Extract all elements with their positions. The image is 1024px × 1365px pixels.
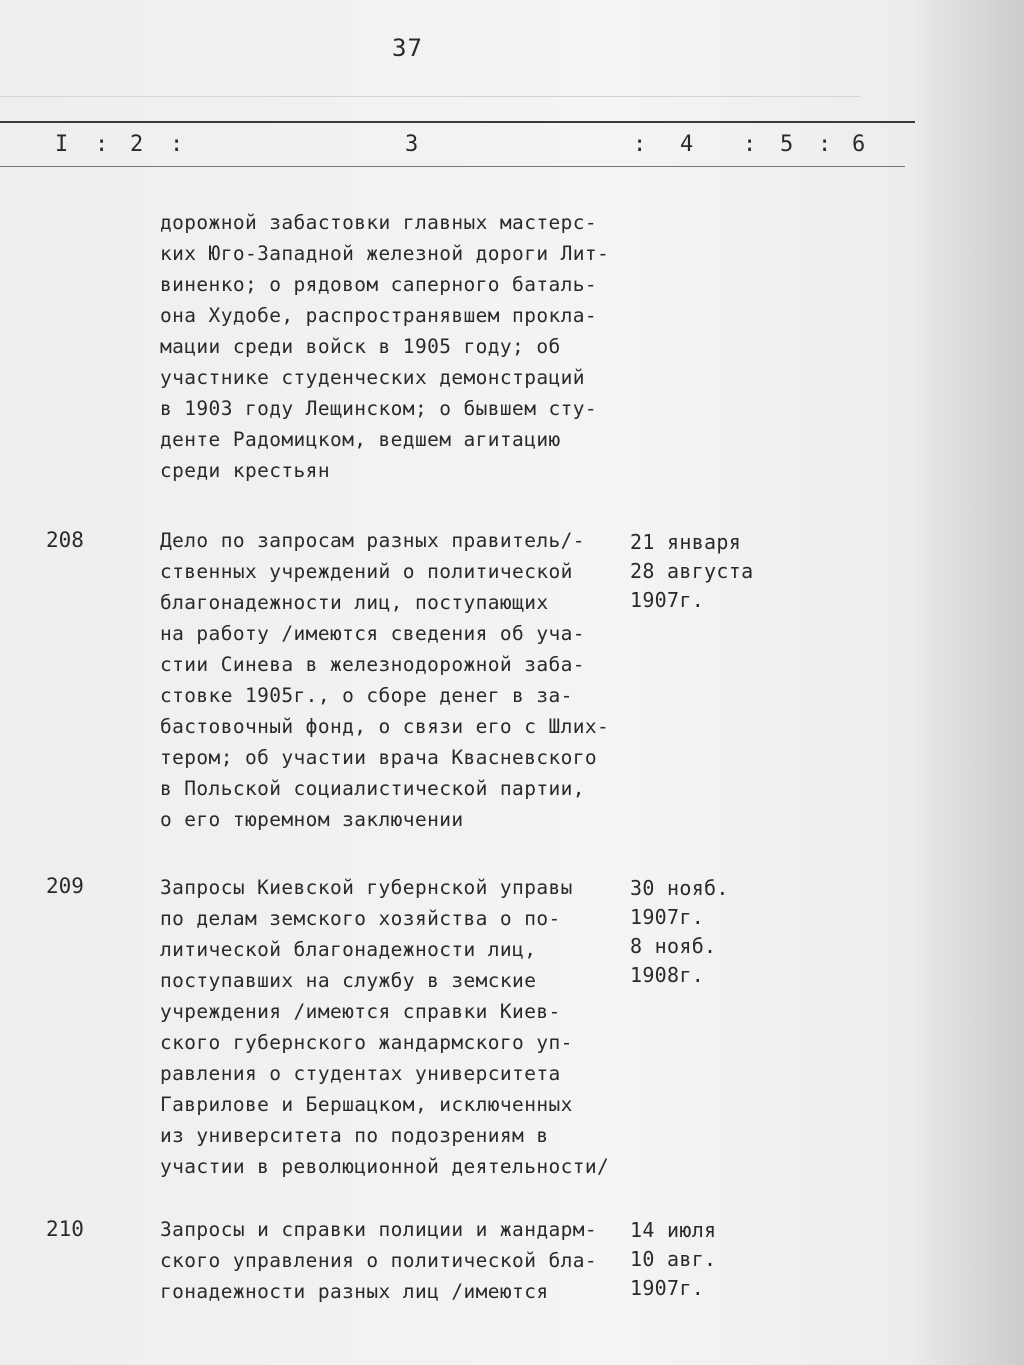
page-number: 37 xyxy=(392,34,423,62)
column-header-3: 3 xyxy=(405,132,419,157)
entry-description xyxy=(160,1214,630,1307)
faint-rule xyxy=(0,96,860,97)
description-line: денте Радомицком, ведшем агитацию xyxy=(160,428,561,451)
description-line: из университета по подозрениям в xyxy=(160,1124,549,1147)
entry-description xyxy=(160,207,630,486)
header-top-rule xyxy=(0,121,915,123)
description-line: стовке 1905г., о сборе денег в за- xyxy=(160,684,573,707)
description-line: на работу /имеются сведения об уча- xyxy=(160,622,585,645)
description-line: по делам земского хозяйства о по- xyxy=(160,907,561,930)
description-line: учреждения /имеются справки Киев- xyxy=(160,1000,561,1023)
column-header-2: 2 xyxy=(130,132,144,157)
description-line: о его тюремном заключении xyxy=(160,808,464,831)
description-line: ского управления о политической бла- xyxy=(160,1249,598,1272)
entry-number: 210 xyxy=(46,1217,84,1241)
description-line: среди крестьян xyxy=(160,459,330,482)
description-line: ственных учреждений о политической xyxy=(160,560,573,583)
description-line: стии Синева в железнодорожной заба- xyxy=(160,653,585,676)
description-line: в Польской социалистической партии, xyxy=(160,777,585,800)
description-line: Дело по запросам разных правитель/- xyxy=(160,529,585,552)
description-line: равления о студентах университета xyxy=(160,1062,561,1085)
description-line: бастовочный фонд, о связи его с Шлих- xyxy=(160,715,610,738)
date-line: 28 августа xyxy=(630,559,754,583)
description-line: мации среди войск в 1905 году; об xyxy=(160,335,561,358)
column-separator: : xyxy=(95,132,109,157)
entry-description xyxy=(160,525,630,835)
date-line: 30 нояб. xyxy=(630,876,729,900)
description-line: Запросы Киевской губернской управы xyxy=(160,876,573,899)
description-line: благонадежности лиц, поступающих xyxy=(160,591,549,614)
description-line: ского губернского жандармского уп- xyxy=(160,1031,573,1054)
description-line: ких Юго-Западной железной дороги Лит- xyxy=(160,242,610,265)
date-line: 1907г. xyxy=(630,905,705,929)
column-header-1: I xyxy=(55,132,69,157)
column-header-4: 4 xyxy=(680,132,694,157)
column-separator: : xyxy=(743,132,757,157)
entry-number: 208 xyxy=(46,528,84,552)
column-header-6: 6 xyxy=(852,132,866,157)
header-bottom-rule xyxy=(0,166,905,167)
description-line: дорожной забастовки главных мастерс- xyxy=(160,211,598,234)
column-header-5: 5 xyxy=(780,132,794,157)
date-line: 14 июля xyxy=(630,1218,717,1242)
entry-description xyxy=(160,872,630,1182)
entry-dates xyxy=(630,874,729,990)
description-line: литической благонадежности лиц, xyxy=(160,938,537,961)
date-line: 1908г. xyxy=(630,963,705,987)
date-line: 8 нояб. xyxy=(630,934,717,958)
entry-number: 209 xyxy=(46,874,84,898)
entry-dates xyxy=(630,1216,716,1303)
date-line: 1907г. xyxy=(630,588,705,612)
description-line: виненко; о рядовом саперного баталь- xyxy=(160,273,598,296)
column-separator: : xyxy=(818,132,832,157)
page-edge-shadow xyxy=(904,0,1024,1365)
column-separator: : xyxy=(633,132,647,157)
description-line: участнике студенческих демонстраций xyxy=(160,366,585,389)
date-line: 21 января xyxy=(630,530,742,554)
description-line: поступавших на службу в земские xyxy=(160,969,537,992)
date-line: 10 авг. xyxy=(630,1247,717,1271)
description-line: гонадежности разных лиц /имеются xyxy=(160,1280,549,1303)
description-line: Гаврилове и Бершацком, исключенных xyxy=(160,1093,573,1116)
entry-dates xyxy=(630,528,753,615)
description-line: участии в революционной деятельности/ xyxy=(160,1155,610,1178)
description-line: тером; об участии врача Квасневского xyxy=(160,746,598,769)
date-line: 1907г. xyxy=(630,1276,705,1300)
description-line: в 1903 году Лещинском; о бывшем сту- xyxy=(160,397,598,420)
column-separator: : xyxy=(170,132,184,157)
description-line: Запросы и справки полиции и жандарм- xyxy=(160,1218,598,1241)
description-line: она Худобе, распространявшем прокла- xyxy=(160,304,598,327)
